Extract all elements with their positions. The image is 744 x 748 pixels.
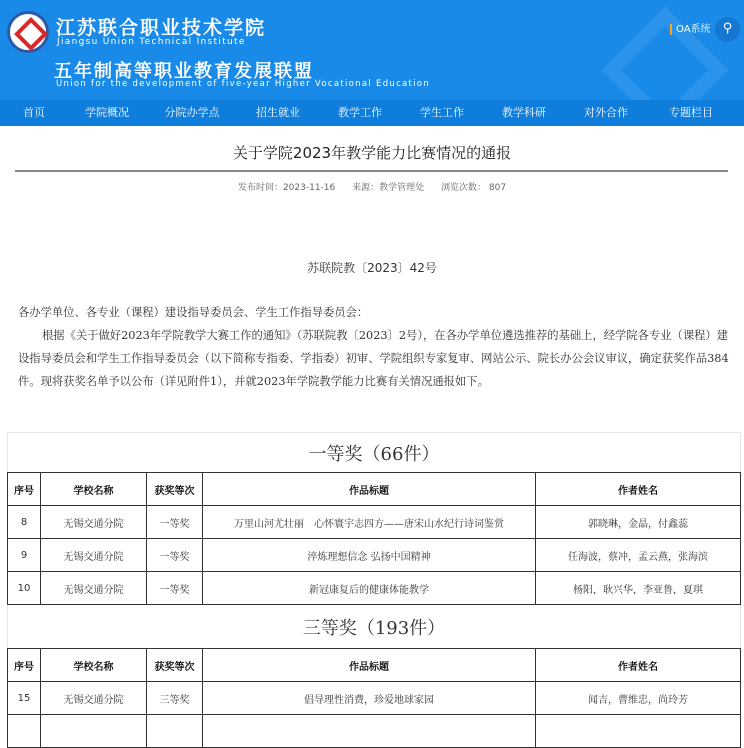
- source: 来源：教学管理处: [352, 183, 425, 193]
- cell: 15: [8, 682, 41, 715]
- col-header: 作品标题: [203, 473, 536, 506]
- document-number: 苏联院教〔2023〕42号: [307, 261, 437, 275]
- school-logo[interactable]: [7, 11, 49, 53]
- cell: 一等奖: [147, 506, 203, 539]
- cell: 闻吉，曹维忠，尚玲芳: [536, 682, 741, 715]
- table-row: [8, 539, 741, 572]
- col-header: 获奖等次: [147, 649, 203, 682]
- cell: 无锡交通分院: [41, 506, 147, 539]
- cell: 无锡交通分院: [41, 539, 147, 572]
- award-table-first: [7, 432, 741, 748]
- view-count: 浏览次数： 807: [441, 183, 507, 193]
- paragraph: 根据《关于做好2023年学院教学大赛工作的通知》（苏联院教〔2023〕2号），在各办学单位遴选推荐的基础上，经学院各专业（课程）建设指导委员会和学生工作指导委员会（以下简称专指委、学指委）初审、学院组织专家复审、网站公示、院长办公会议审议，确定获奖作品384件。现将获奖名单予以公布（详见附件1），并就2023年学院教学能力比赛有关情况通报如下。: [18, 329, 729, 388]
- nav-cooperation[interactable]: 对外合作: [584, 106, 628, 119]
- search-icon[interactable]: ⚲: [715, 17, 740, 42]
- col-header: 学校名称: [41, 473, 147, 506]
- col-header: 作品标题: [203, 649, 536, 682]
- cell: 万里山河尤壮丽 心怀寰宇志四方——唐宋山水纪行诗词鉴赏: [203, 506, 536, 539]
- nav-home[interactable]: 首页: [23, 106, 45, 119]
- title-divider: [15, 170, 728, 172]
- section-caption: 三等奖（193件）: [8, 605, 741, 649]
- main-nav: [0, 100, 744, 126]
- section-caption: 一等奖（66件）: [8, 433, 741, 473]
- nav-students[interactable]: 学生工作: [420, 106, 464, 119]
- cell: 一等奖: [147, 539, 203, 572]
- table-row: [8, 682, 741, 715]
- oa-system-link[interactable]: OA系统: [670, 24, 711, 35]
- article-meta: [0, 180, 744, 193]
- school-name-cn: 江苏联合职业技术学院: [56, 17, 267, 39]
- col-header: 学校名称: [41, 649, 147, 682]
- col-header: 作者姓名: [536, 473, 741, 506]
- cell: 淬炼理想信念 弘扬中国精神: [203, 539, 536, 572]
- cell: 9: [8, 539, 41, 572]
- cell: 杨阳，耿兴华，李亚鲁，夏琪: [536, 572, 741, 605]
- publish-time: 发布时间：2023-11-16: [237, 183, 336, 193]
- cell: 三等奖: [147, 682, 203, 715]
- cell: 倡导理性消费，珍爱地球家园: [203, 682, 536, 715]
- table-row: [8, 506, 741, 539]
- nav-admission[interactable]: 招生就业: [256, 106, 300, 119]
- union-name-en: Union for the development of five-year Higher Vocational Education: [56, 79, 431, 89]
- col-header: 序号: [8, 473, 41, 506]
- site-header: [0, 0, 744, 100]
- salutation: 各办学单位、各专业（课程）建设指导委员会、学生工作指导委员会：: [18, 306, 369, 319]
- union-name-cn: 五年制高等职业教育发展联盟: [54, 61, 314, 82]
- cell: 一等奖: [147, 572, 203, 605]
- nav-topics[interactable]: 专题栏目: [669, 106, 713, 119]
- background-decoration: [601, 6, 728, 100]
- school-name-en: Jiangsu Union Technical Institute: [57, 37, 246, 47]
- article-title: 关于学院2023年教学能力比赛情况的通报: [232, 144, 512, 162]
- nav-branches[interactable]: 分院办学点: [164, 106, 220, 119]
- cell: 无锡交通分院: [41, 572, 147, 605]
- nav-teaching[interactable]: 教学工作: [338, 106, 382, 119]
- col-header: 作者姓名: [536, 649, 741, 682]
- cell: 新冠康复后的健康体能教学: [203, 572, 536, 605]
- nav-research[interactable]: 教学科研: [502, 106, 546, 119]
- cell: 任海波，蔡冲，孟云燕，张海滨: [536, 539, 741, 572]
- cell: 郭晓琳，金晶，付鑫蕊: [536, 506, 741, 539]
- cell: 8: [8, 506, 41, 539]
- col-header: 获奖等次: [147, 473, 203, 506]
- cell: 10: [8, 572, 41, 605]
- article-body: [18, 301, 730, 393]
- table-row: [8, 572, 741, 605]
- nav-about[interactable]: 学院概况: [85, 106, 129, 119]
- cell: 无锡交通分院: [41, 682, 147, 715]
- col-header: 序号: [8, 649, 41, 682]
